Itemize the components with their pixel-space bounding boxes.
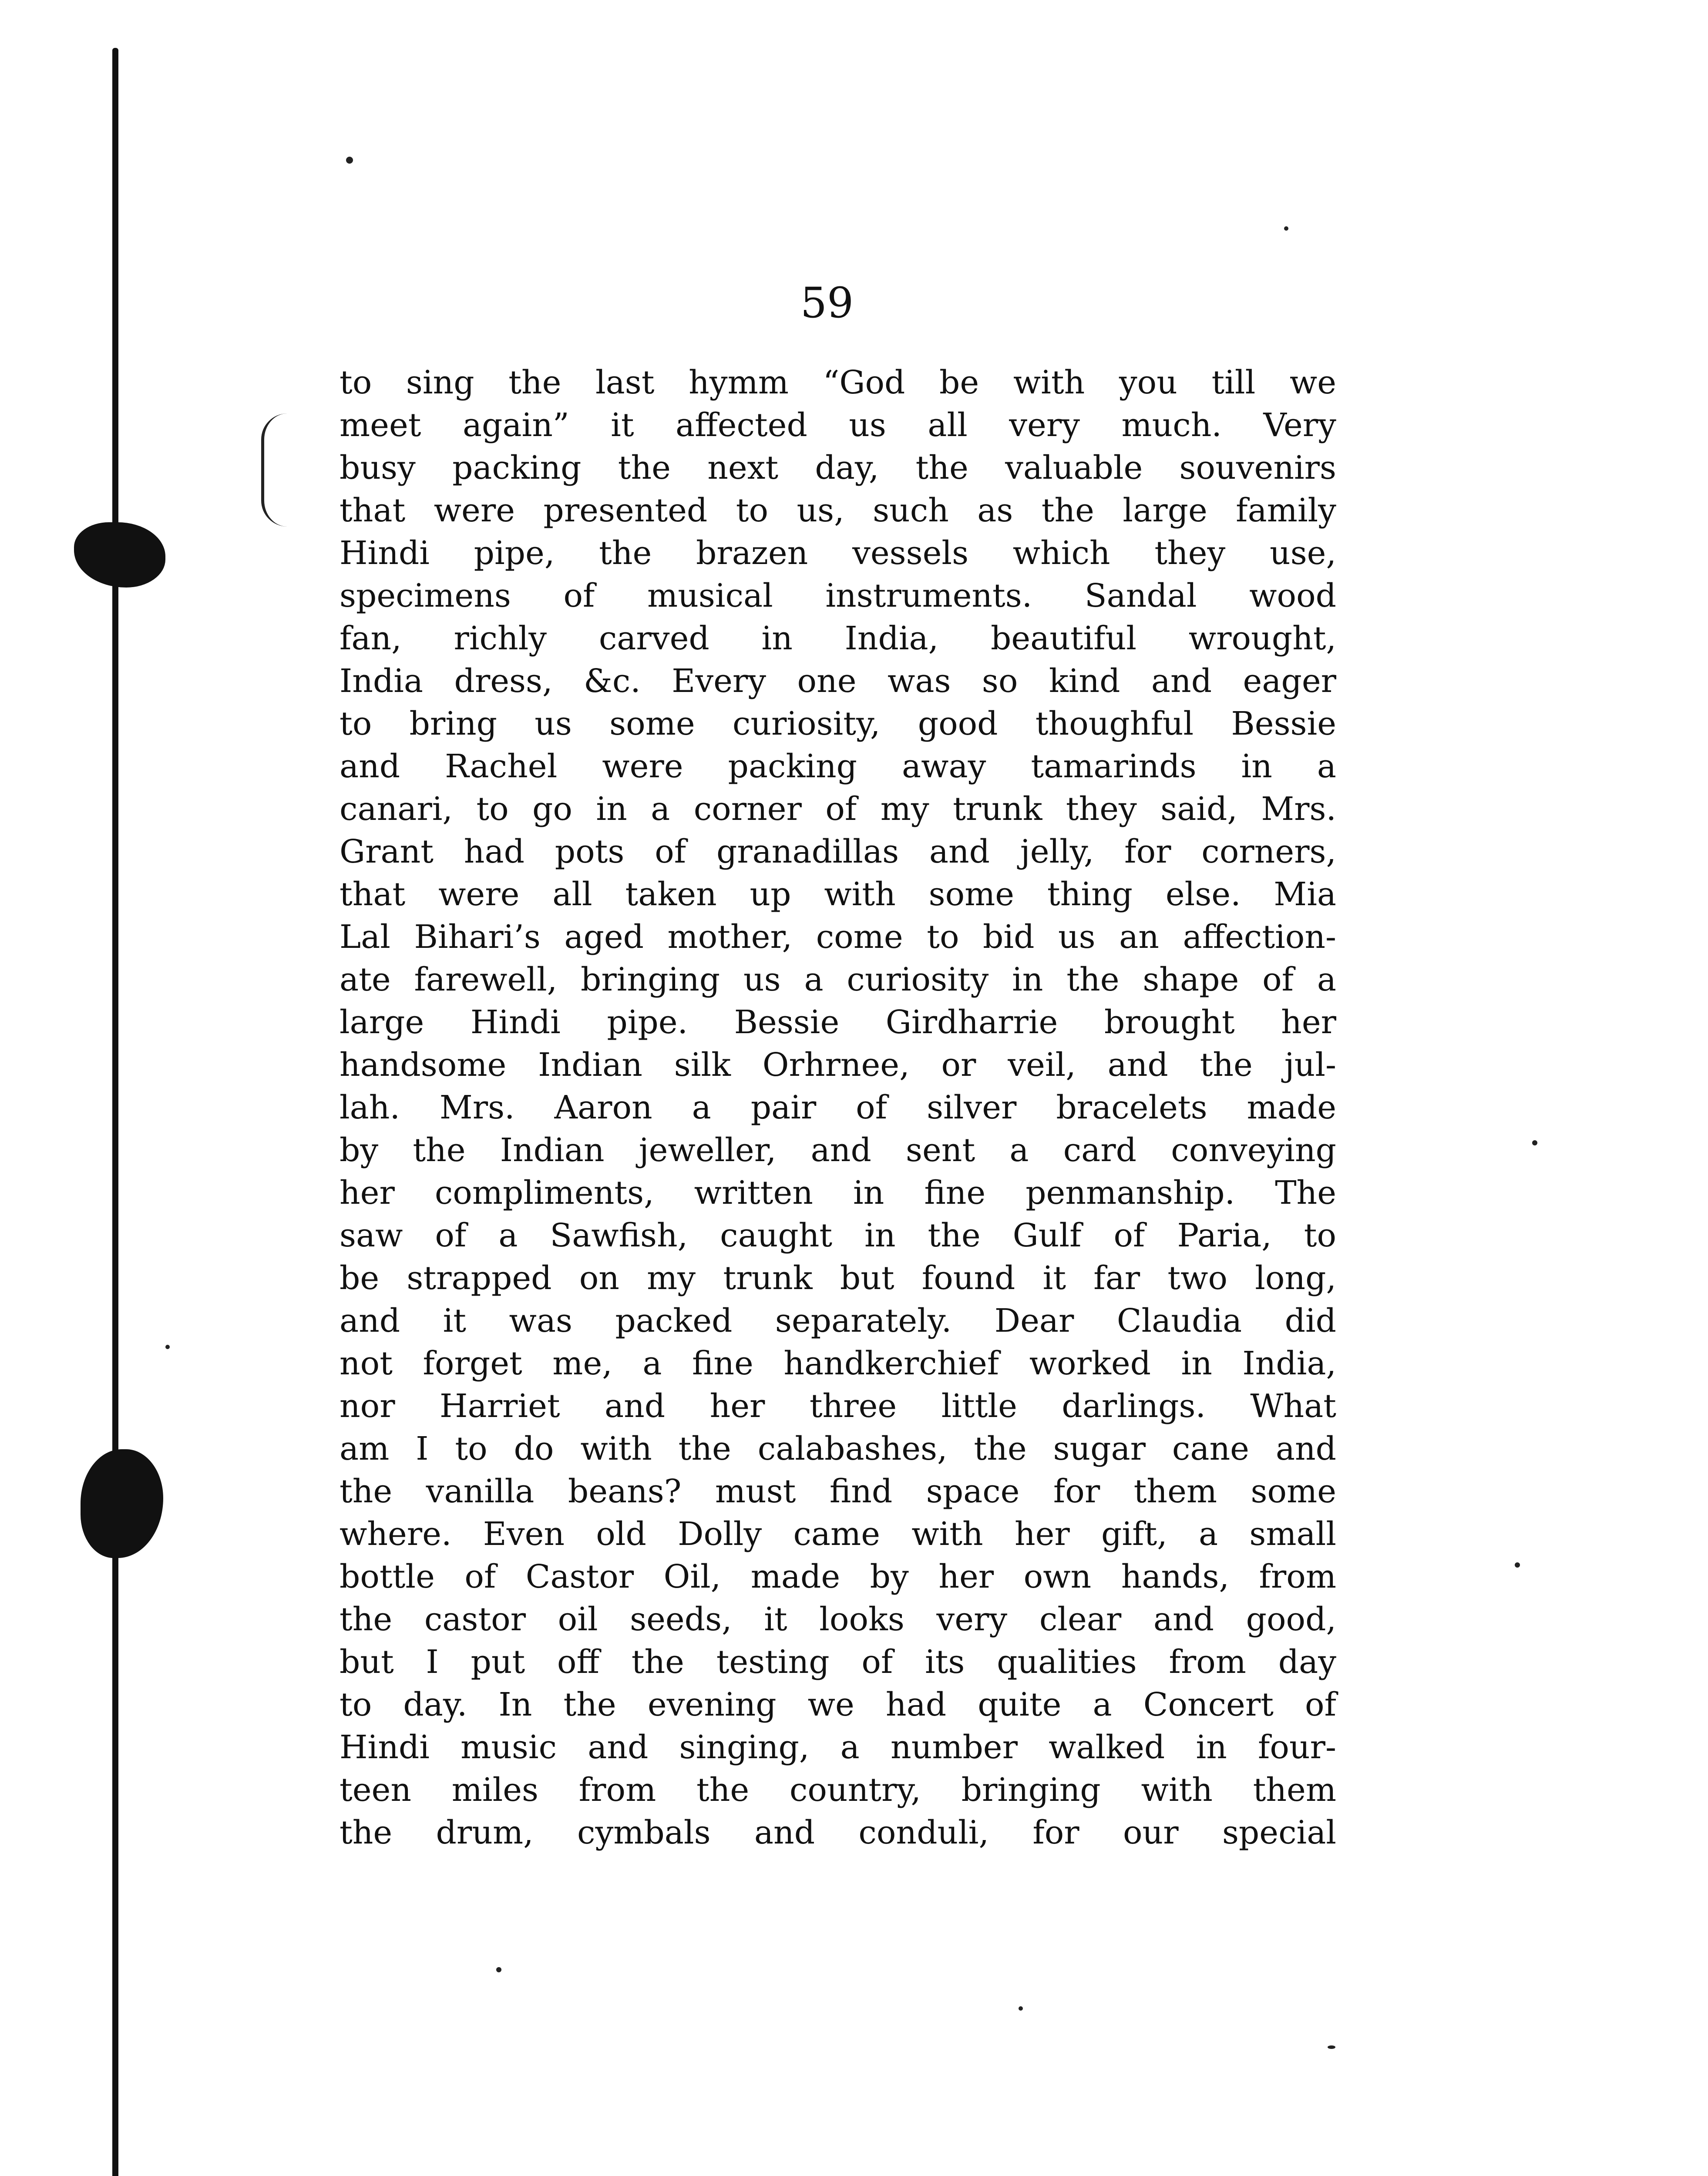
text-line: canari, to go in a corner of my trunk they said, Mrs. [340,790,1336,828]
text-line: am I to do with the calabashes, the sugar cane and [340,1430,1336,1467]
speck [1284,226,1288,231]
text-line: and it was packed separately. Dear Claudia did [340,1302,1336,1340]
text-line: to bring us some curiosity, good thoughful Bessie [340,705,1336,742]
text-line: be strapped on my trunk but found it far two long, [340,1259,1336,1297]
text-line: busy packing the next day, the valuable souvenirs [340,449,1336,487]
text-line: Hindi music and singing, a number walked in four- [340,1729,1336,1766]
text-line: the castor oil seeds, it looks very clear and good, [340,1601,1336,1638]
text-line: ate farewell, bringing us a curiosity in the shape of a [340,961,1336,998]
text-line: Hindi pipe, the brazen vessels which they use, [340,534,1336,572]
text-line: that were all taken up with some thing else. Mia [340,876,1336,913]
ink-blot [81,1449,163,1558]
text-line: where. Even old Dolly came with her gift, a small [340,1515,1336,1553]
text-line: her compliments, written in fine penmanship. The [340,1174,1336,1212]
speck [1019,2006,1023,2011]
ink-blot [74,522,165,588]
speck [165,1345,170,1349]
text-line: the vanilla beans? must find space for them some [340,1473,1336,1510]
text-line: not forget me, a fine handkerchief worked in India, [340,1345,1336,1382]
speck [346,157,353,164]
text-line: teen miles from the country, bringing with them [340,1771,1336,1809]
speck [1515,1562,1520,1568]
text-line: Grant had pots of granadillas and jelly, for corners, [340,833,1336,870]
text-line: bottle of Castor Oil, made by her own hands, from [340,1558,1336,1595]
text-line: nor Harriet and her three little darlings. What [340,1387,1336,1425]
text-line: by the Indian jeweller, and sent a card conveying [340,1132,1336,1169]
text-line: that were presented to us, such as the large family [340,492,1336,529]
speck [496,1967,501,1972]
binding-edge-line [112,48,118,2176]
text-line: lah. Mrs. Aaron a pair of silver bracelets made [340,1089,1336,1126]
speck [1328,2045,1335,2049]
text-line: fan, richly carved in India, beautiful wrought, [340,620,1336,657]
text-line: specimens of musical instruments. Sandal wood [340,577,1336,615]
text-line: the drum, cymbals and conduli, for our special [340,1814,1336,1851]
text-line: meet again” it affected us all very much. Very [340,406,1336,444]
text-line: Lal Bihari’s aged mother, come to bid us an affection- [340,918,1336,956]
speck [1532,1140,1537,1145]
text-line: handsome Indian silk Orhrnee, or veil, and the jul- [340,1046,1336,1084]
margin-bracket-mark [261,413,290,527]
text-line: but I put off the testing of its qualities from day [340,1643,1336,1681]
body-text [340,361,1336,1854]
text-line: and Rachel were packing away tamarinds in a [340,748,1336,785]
text-line: saw of a Sawfish, caught in the Gulf of Paria, to [340,1217,1336,1254]
text-line: large Hindi pipe. Bessie Girdharrie brought her [340,1004,1336,1041]
page-number: 59 [800,279,854,327]
text-line: to day. In the evening we had quite a Concert of [340,1686,1336,1723]
text-line: to sing the last hymm “God be with you till we [340,364,1336,401]
text-line: India dress, &c. Every one was so kind and eager [340,662,1336,700]
